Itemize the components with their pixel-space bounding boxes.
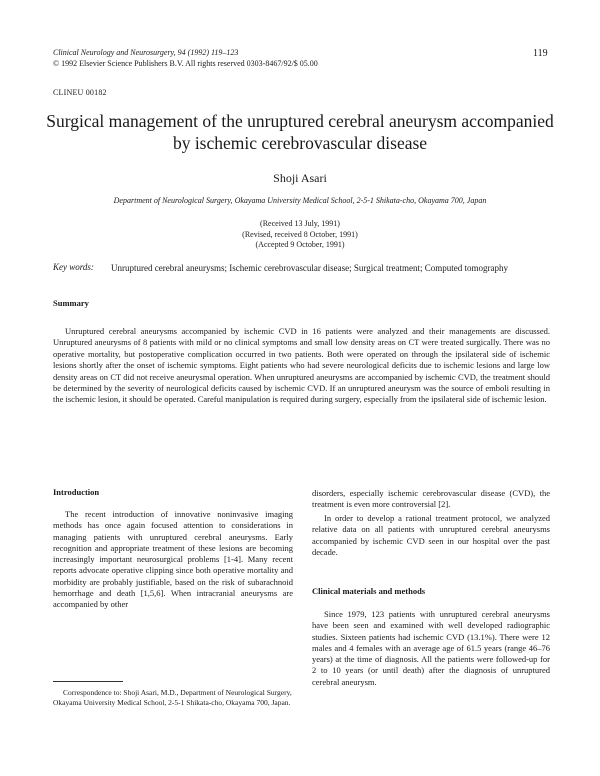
- journal-citation: Clinical Neurology and Neurosurgery, 94 (1992) 119–123: [53, 48, 239, 57]
- summary-text: Unruptured cerebral aneurysms accompanied by ischemic CVD in 16 patients were analyzed and their managements are discussed. Unruptured aneurysms of 8 patients with mild or no clinical symptoms and small low density areas on CT were treated surgically. There was no operative mortality, but postoperative complication occurred in two patients. Both were operated on through the ipsilateral side of ischemic lesions shortly after the onset of ischemic symptoms. Eight patients who had severe neurological deficits due to ischemic lesions and large low density areas on CT did not receive aneurysmal operation. When unruptured aneurysms are accompanied by ischemic CVD, the treatment should be determined by the severity of neurological deficits caused by ischemic CVD. If an unruptured aneurysm was the source of emboli resulting in the ischemic lesion, it should be operated. Careful manipulation is required during surgery, especially from the ipsilateral side of ischemic lesion.: [53, 326, 550, 405]
- footnote-divider: [53, 681, 123, 682]
- received-date: (Received 13 July, 1991): [260, 219, 340, 228]
- running-header: [53, 48, 318, 69]
- introduction-continuation: disorders, especially ischemic cerebrovascular disease (CVD), the treatment is even more controversial [2].: [312, 488, 550, 510]
- article-title: Surgical management of the unruptured cerebral aneurysm accompanied by ischemic cerebrovascular disease: [46, 111, 554, 153]
- copyright-line: © 1992 Elsevier Science Publishers B.V. All rights reserved 0303-8467/92/$ 05.00: [53, 58, 318, 68]
- article-code: CLINEU 00182: [53, 88, 107, 97]
- keywords-label: Key words:: [53, 262, 94, 272]
- page-number: 119: [533, 48, 548, 59]
- methods-text: Since 1979, 123 patients with unruptured cerebral aneurysms have been seen and examined with well developed radiographic studies. Sixteen patients had ischemic CVD (13.1%). There were 12 males and 4 females with an average age of 61.5 years (range 46–76 years) at the time of diagnosis. All the patients were followed-up for 2 to 10 years (or until death) after the diagnosis of unruptured cerebral aneurysm.: [312, 609, 550, 687]
- author-affiliation: Department of Neurological Surgery, Okayama University Medical School, 2-5-1 Shikata-cho, Okayama 700, Japan: [113, 196, 487, 205]
- methods-heading: Clinical materials and methods: [312, 586, 426, 596]
- introduction-heading: Introduction: [53, 487, 100, 497]
- introduction-text: The recent introduction of innovative noninvasive imaging methods has once again focused attention to considerations in managing patients with unruptured cerebral aneurysms. Early recognition and appropriate treatment of these lesions are becoming increasingly important neurosurgical problems [1-4]. Many recent reports advocate operative clipping since both operative mortality and morbidity are probably justifiable, based on the risk of subarachnoid hemorrhage and death [1,5,6]. When intracranial aneurysms are accompanied by other: [53, 509, 293, 610]
- article-dates: [0, 219, 600, 251]
- introduction-paragraph-2: In order to develop a rational treatment protocol, we analyzed relative data on all patients with unruptured cerebral aneurysms accompanied by ischemic CVD seen in our hospital over the past decade.: [312, 513, 550, 557]
- keywords-text: Unruptured cerebral aneurysms; Ischemic cerebrovascular disease; Surgical treatment; Computed tomography: [111, 263, 508, 273]
- author-name: Shoji Asari: [273, 171, 327, 185]
- revised-date: (Revised, received 8 October, 1991): [242, 229, 358, 239]
- correspondence-footnote: Correspondence to: Shoji Asari, M.D., Department of Neurological Surgery, Okayama University Medical School, 2-5-1 Shikata-cho, Okayama 700, Japan.: [53, 688, 292, 707]
- accepted-date: (Accepted 9 October, 1991): [255, 240, 345, 249]
- summary-heading: Summary: [53, 298, 89, 308]
